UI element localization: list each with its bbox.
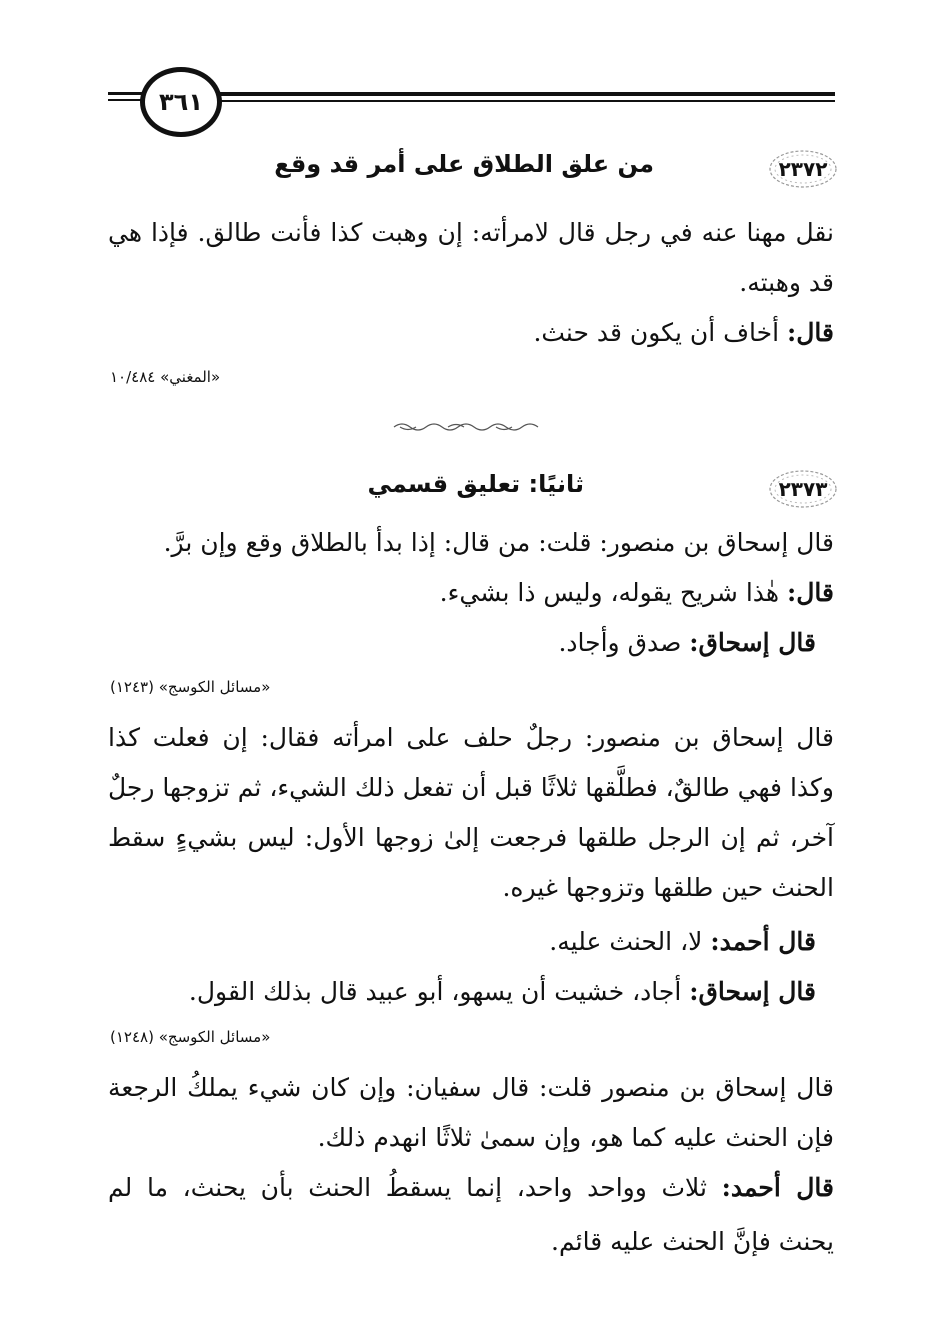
statement-text: أجاد، خشيت أن يسهو، أبو عبيد قال بذلك القول. — [188, 977, 682, 1006]
statement-line — [558, 623, 816, 663]
statement-text: أخاف أن يكون قد حنث. — [533, 318, 780, 347]
paragraph-line: وكذا فهي طالقٌ، فطلَّقها ثلاثًا قبل أن تفعل ذلك الشيء، ثم تزوجها رجلٌ — [108, 773, 834, 802]
statement-text: ثلاث وواحد واحد، إنما يسقطُ الحنث بأن يحنث، ما لم — [108, 1173, 707, 1202]
paragraph-line: قد وهبته. — [739, 268, 834, 297]
speaker-label: قال إسحاق: — [689, 628, 816, 657]
statement-line — [533, 313, 834, 353]
speaker-label: قال: — [787, 578, 834, 607]
statement-line — [440, 573, 834, 613]
section-heading: من علق الطلاق على أمر قد وقع — [274, 150, 654, 178]
section-heading: ثانيًا: تعليق قسمي — [367, 470, 584, 498]
entry-number: ٢٣٧٢ — [778, 157, 828, 181]
speaker-label: قال أحمد: — [710, 927, 816, 956]
statement-line — [108, 1168, 834, 1208]
page-number — [140, 67, 222, 137]
header-rule — [205, 92, 835, 96]
paragraph-line: الحنث حين طلقها وتزوجها غيره. — [502, 873, 834, 902]
speaker-label: قال إسحاق: — [689, 977, 816, 1006]
source-citation: «المغني» ١٠/٤٨٤ — [110, 368, 221, 386]
entry-number-badge — [768, 148, 838, 190]
paragraph-line: قال إسحاق بن منصور: قلت: من قال: إذا بدأ بالطلاق وقع وإن برَّ. — [163, 528, 834, 557]
header-rule-thin — [205, 100, 835, 102]
source-citation: «مسائل الكوسج» (١٢٤٣) — [110, 678, 271, 696]
paragraph-line: يحنث فإنَّ الحنث عليه قائم. — [551, 1227, 834, 1256]
paragraph-line: آخر، ثم إن الرجل طلقها فرجعت إلىٰ زوجها الأول: ليس بشيءٍ سقط — [108, 823, 834, 852]
paragraph-line: قال إسحاق بن منصور قلت: قال سفيان: وإن كان شيء يملكُ الرجعة — [108, 1073, 834, 1102]
statement-line — [189, 972, 816, 1012]
source-citation: «مسائل الكوسج» (١٢٤٨) — [110, 1028, 271, 1046]
statement-line — [549, 922, 816, 962]
statement-text: هٰذا شريح يقوله، وليس ذا بشيء. — [439, 578, 780, 607]
page-number-text: ٣٦١ — [159, 88, 203, 116]
speaker-label: قال: — [787, 318, 834, 347]
ornamental-divider-icon — [390, 420, 546, 434]
statement-text: صدق وأجاد. — [558, 628, 682, 657]
paragraph-line: نقل مهنا عنه في رجل قال لامرأته: إن وهبت كذا فأنت طالق. فإذا هي — [108, 218, 834, 247]
paragraph-line: قال إسحاق بن منصور: رجلٌ حلف على امرأته فقال: إن فعلت كذا — [108, 723, 834, 752]
entry-number: ٢٣٧٣ — [778, 477, 828, 501]
entry-number-badge — [768, 468, 838, 510]
paragraph-line: فإن الحنث عليه كما هو، وإن سمىٰ ثلاثًا انهدم ذلك. — [317, 1123, 834, 1152]
statement-text: لا، الحنث عليه. — [549, 927, 703, 956]
speaker-label: قال أحمد: — [721, 1173, 835, 1202]
